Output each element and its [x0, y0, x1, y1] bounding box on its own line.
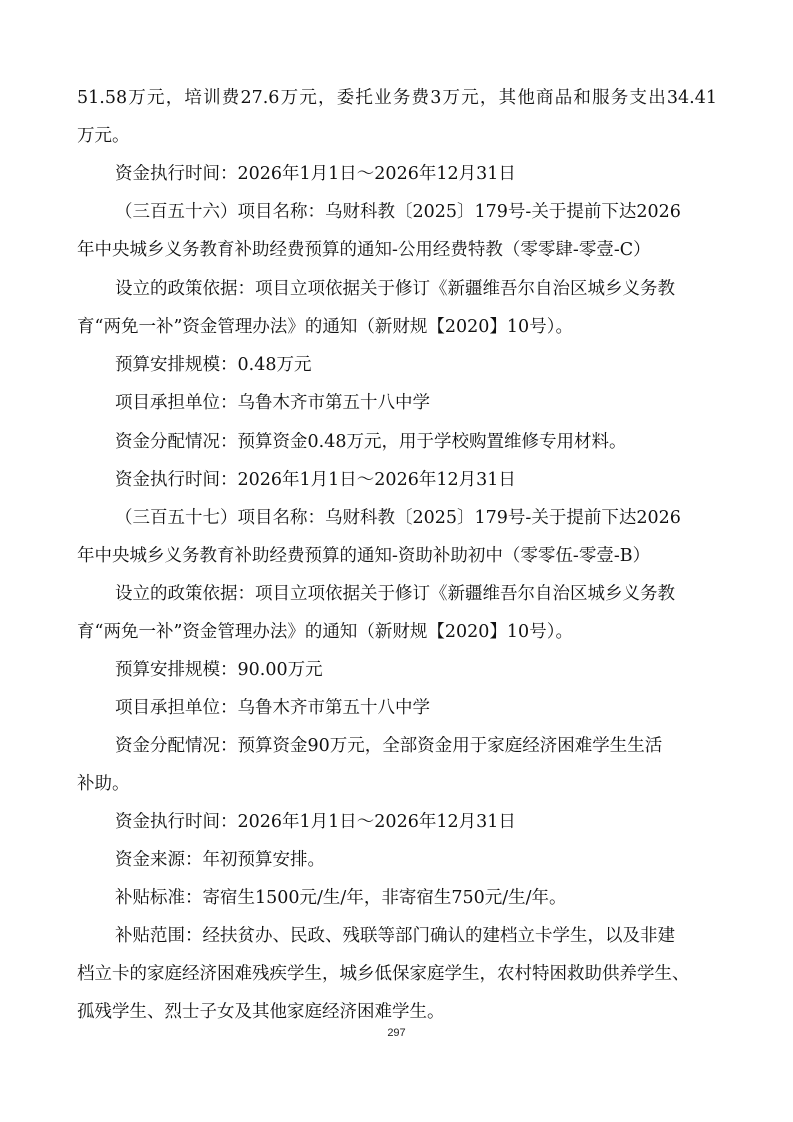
text-line: 资金分配情况：预算资金90万元，全部资金用于家庭经济困难学生生活 — [115, 736, 663, 756]
text-line: 设立的政策依据：项目立项依据关于修订《新疆维吾尔自治区城乡义务教 — [115, 279, 675, 299]
text-line: 育“两免一补”资金管理办法》的通知（新财规【2020】10号）。 — [77, 317, 573, 337]
text-line: 预算安排规模：90.00万元 — [115, 660, 323, 680]
text-line: 万元。 — [77, 126, 130, 146]
text-line: 资金执行时间：2026年1月1日～2026年12月31日 — [115, 812, 516, 832]
text-line: 资金分配情况：预算资金0.48万元，用于学校购置维修专用材料。 — [115, 432, 627, 452]
text-line: 补贴标准：寄宿生1500元/生/年，非寄宿生750元/生/年。 — [115, 888, 567, 908]
text-line: 项目承担单位：乌鲁木齐市第五十八中学 — [115, 698, 430, 718]
project-heading: （三百五十七）项目名称：乌财科教〔2025〕179号-关于提前下达2026 — [115, 508, 681, 528]
text-line: 年中央城乡义务教育补助经费预算的通知-资助补助初中（零零伍-零壹-B） — [77, 546, 651, 566]
text-line: 档立卡的家庭经济困难残疾学生，城乡低保家庭学生，农村特困救助供养学生、 — [77, 964, 690, 984]
project-heading: （三百五十六）项目名称：乌财科教〔2025〕179号-关于提前下达2026 — [115, 202, 681, 222]
text-line: 项目承担单位：乌鲁木齐市第五十八中学 — [115, 393, 430, 413]
text-line: 资金执行时间：2026年1月1日～2026年12月31日 — [115, 470, 516, 490]
text-line: 年中央城乡义务教育补助经费预算的通知-公用经费特教（零零肆-零壹-C） — [77, 240, 651, 260]
page-number: 297 — [387, 1027, 406, 1039]
text-line: 设立的政策依据：项目立项依据关于修订《新疆维吾尔自治区城乡义务教 — [115, 584, 675, 604]
text-line: 51.58万元，培训费27.6万元，委托业务费3万元，其他商品和服务支出34.41 — [77, 88, 717, 108]
text-line: 补贴范围：经扶贫办、民政、残联等部门确认的建档立卡学生，以及非建 — [115, 926, 675, 946]
text-line: 补助。 — [77, 774, 130, 794]
text-line: 预算安排规模：0.48万元 — [115, 355, 312, 375]
text-line: 资金执行时间：2026年1月1日～2026年12月31日 — [115, 164, 516, 184]
text-line: 孤残学生、烈士子女及其他家庭经济困难学生。 — [77, 1002, 445, 1022]
text-line: 育“两免一补”资金管理办法》的通知（新财规【2020】10号）。 — [77, 622, 573, 642]
text-line: 资金来源：年初预算安排。 — [115, 850, 325, 870]
